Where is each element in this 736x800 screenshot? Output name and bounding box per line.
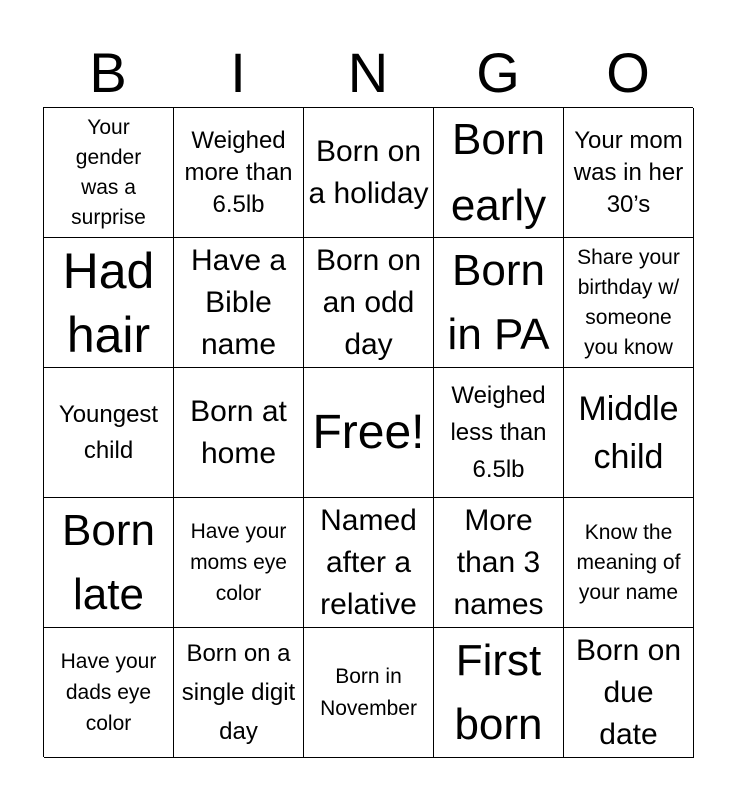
- bingo-cell[interactable]: [174, 498, 304, 628]
- header-letter-n: N: [347, 41, 389, 104]
- bingo-cell[interactable]: [564, 628, 694, 758]
- bingo-cell[interactable]: [174, 368, 304, 498]
- cell-text: Named after a relative: [320, 503, 417, 621]
- cell-text: Free!: [312, 405, 425, 459]
- bingo-cell[interactable]: [434, 498, 564, 628]
- cell-text: Born late: [62, 505, 155, 619]
- bingo-cell[interactable]: [304, 238, 434, 368]
- cell-text: More than 3 names: [453, 503, 544, 621]
- cell-text: Born on an odd day: [315, 243, 422, 361]
- cell-text: Have your dads eye color: [60, 650, 157, 735]
- bingo-cell[interactable]: [564, 498, 694, 628]
- bingo-cell[interactable]: [564, 368, 694, 498]
- header-letter-o: O: [606, 41, 650, 104]
- bingo-cell[interactable]: [174, 628, 304, 758]
- bingo-cell[interactable]: [564, 238, 694, 368]
- cell-text: Know the meaning of your name: [576, 520, 681, 604]
- bingo-cell[interactable]: [44, 238, 174, 368]
- bingo-grid: [43, 107, 693, 757]
- cell-text: Your mom was in her 30’s: [573, 126, 684, 218]
- bingo-cell[interactable]: [304, 628, 434, 758]
- bingo-cell[interactable]: [434, 108, 564, 238]
- bingo-cell[interactable]: [564, 108, 694, 238]
- cell-text: Born in November: [320, 664, 417, 720]
- cell-text: Weighed more than 6.5lb: [184, 126, 293, 218]
- bingo-cell[interactable]: [44, 498, 174, 628]
- header-letter-i: I: [230, 41, 246, 104]
- cell-text: Born on a holiday: [308, 134, 429, 210]
- cell-text: Share your birthday w/ someone you know: [577, 245, 680, 359]
- bingo-cell-free[interactable]: [304, 368, 434, 498]
- bingo-cell[interactable]: [434, 238, 564, 368]
- cell-text: Born in PA: [447, 245, 550, 359]
- cell-text: First born: [454, 635, 543, 749]
- bingo-cell[interactable]: [174, 238, 304, 368]
- header-letter-b: B: [89, 41, 127, 104]
- cell-text: Weighed less than 6.5lb: [450, 382, 547, 483]
- cell-text: Have your moms eye color: [190, 520, 287, 605]
- cell-text: Had hair: [62, 242, 155, 363]
- bingo-header: [43, 38, 693, 108]
- bingo-cell[interactable]: [304, 498, 434, 628]
- bingo-cell[interactable]: [174, 108, 304, 238]
- cell-text: Middle child: [578, 389, 679, 476]
- cell-text: Born early: [450, 114, 547, 230]
- bingo-cell[interactable]: [44, 108, 174, 238]
- bingo-cell[interactable]: [304, 108, 434, 238]
- bingo-cell[interactable]: [434, 628, 564, 758]
- cell-text: Born on a single digit day: [181, 640, 296, 745]
- cell-text: Born on due date: [575, 633, 682, 751]
- bingo-cell[interactable]: [44, 368, 174, 498]
- cell-text: Your gender was a surprise: [71, 115, 146, 229]
- header-letter-g: G: [476, 41, 520, 104]
- bingo-cell[interactable]: [434, 368, 564, 498]
- cell-text: Youngest child: [58, 400, 159, 464]
- cell-text: Born at home: [190, 394, 287, 470]
- bingo-cell[interactable]: [44, 628, 174, 758]
- cell-text: Have a Bible name: [190, 243, 287, 361]
